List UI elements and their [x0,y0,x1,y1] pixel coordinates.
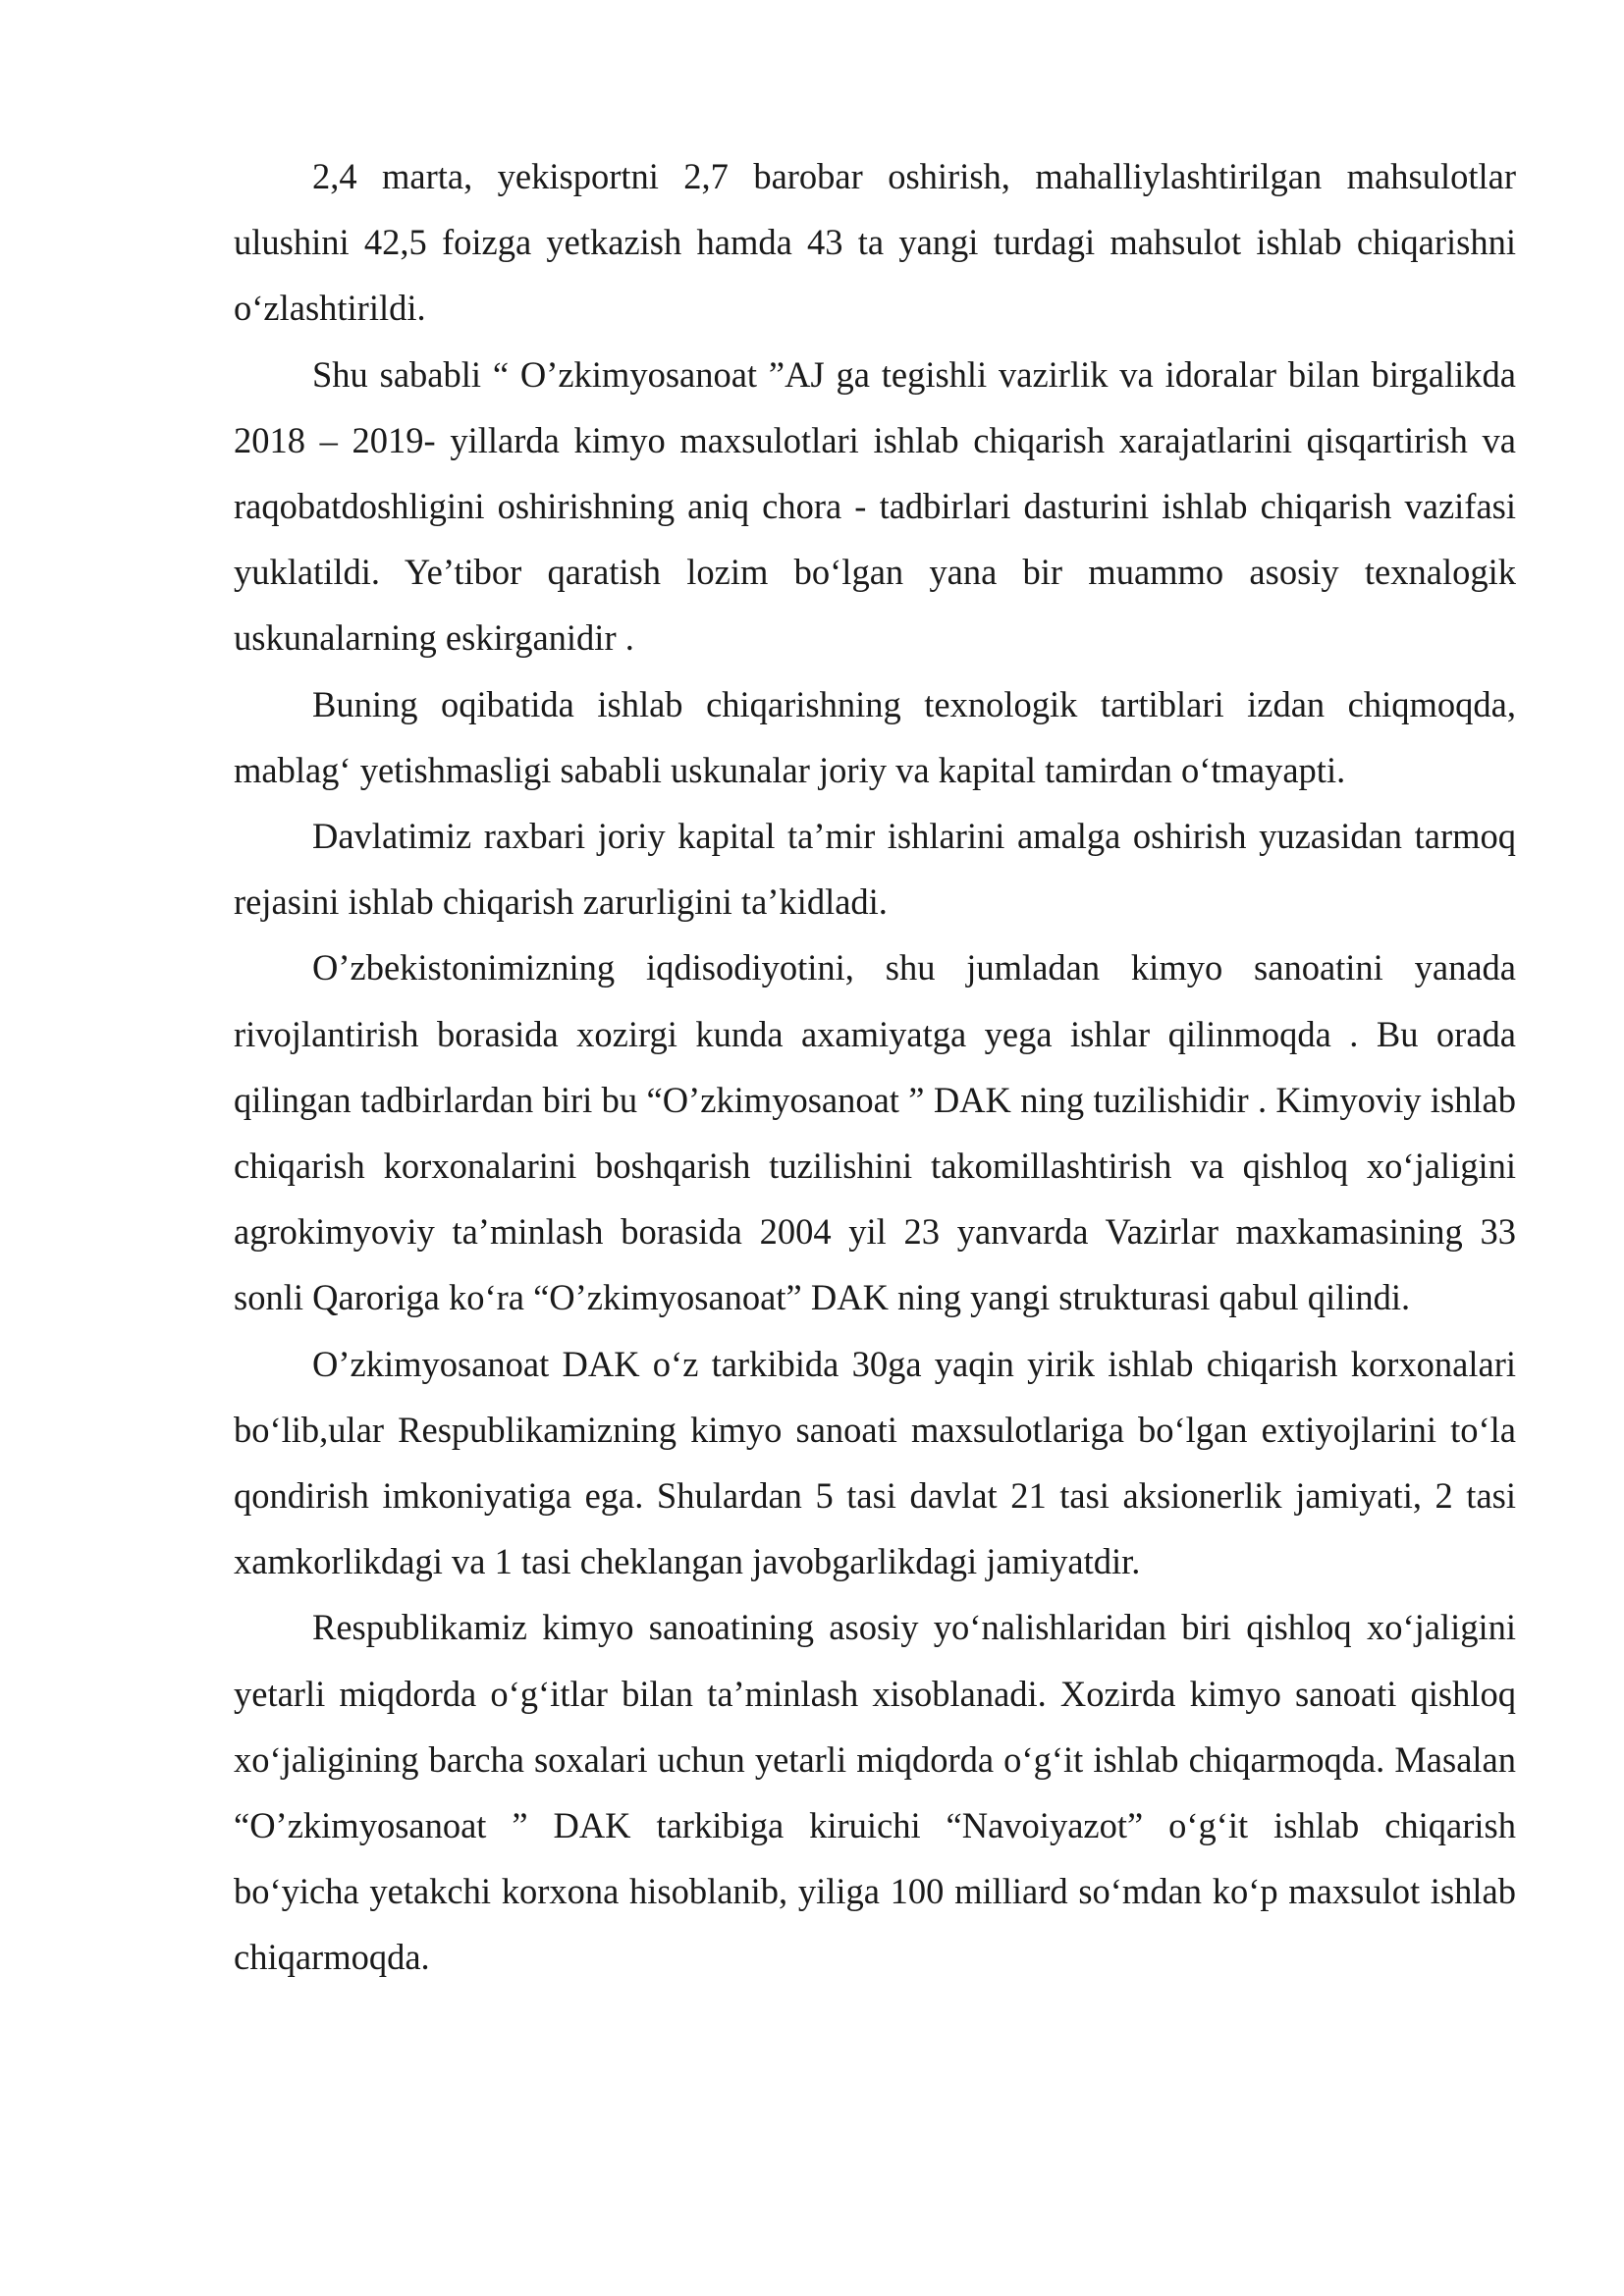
paragraph-4: Davlatimiz raxbari joriy kapital ta’mir ishlarini amalga oshirish yuzasidan tarmoq rejasini ishlab chiqarish zarurligini ta’kidladi. [234,816,1516,923]
paragraph-2: Shu sababli “ O’zkimyosanoat ”AJ ga tegishli vazirlik va idoralar bilan birgalikda 2018 – 2019- yillarda kimyo maxsulotlari ishlab chiqarish xarajatlarini qisqartirish va raqobatdoshligini oshirishning aniq chora - tadbirlari dasturini ishlab chiqarish vazifasi yuklatildi. Ye’tibor qaratish lozim bo‘lgan yana bir muammo asosiy texnalogik uskunalarning eskirganidir . [234,353,1516,659]
paragraph-3: Buning oqibatida ishlab chiqarishning texnologik tartiblari izdan chiqmoqda, mablag‘ yetishmasligi sababli uskunalar joriy va kapital tamirdan o‘tmayapti. [234,683,1516,790]
paragraph-1: 2,4 marta, yekisportni 2,7 barobar oshirish, mahalliylashtirilgan mahsulotlar ulushini 42,5 foizga yetkazish hamda 43 ta yangi turdagi mahsulot ishlab chiqarishni o‘zlashtirildi. [234,156,1516,329]
paragraph-5: O’zbekistonimizning iqdisodiyotini, shu jumladan kimyo sanoatini yanada rivojlantirish borasida xozirgi kunda axamiyatga yega ishlar qilinmoqda . Bu orada qilingan tadbirlardan biri bu “O’zkimyosanoat ” DAK ning tuzilishidir . Kimyoviy ishlab chiqarish korxonalarini boshqarish tuzilishini takomillashtirish va qishloq xo‘jaligini agrokimyoviy ta’minlash borasida 2004 yil 23 yanvarda Vazirlar maxkamasining 33 sonli Qaroriga ko‘ra “O’zkimyosanoat” DAK ning yangi strukturasi qabul qilindi. [234,947,1516,1318]
paragraph-7: Respublikamiz kimyo sanoatining asosiy yo‘nalishlaridan biri qishloq xo‘jaligini yetarli miqdorda o‘g‘itlar bilan ta’minlash xisoblanadi. Xozirda kimyo sanoati qishloq xo‘jaligining barcha soxalari uchun yetarli miqdorda o‘g‘it ishlab chiqarmoqda. Masalan “O’zkimyosanoat ” DAK tarkibiga kiruichi “Navoiyazot” o‘g‘it ishlab chiqarish bo‘yicha yetakchi korxona hisoblanib, yiliga 100 milliard so‘mdan ko‘p maxsulot ishlab chiqarmoqda. [234,1607,1516,1978]
document-body [234,143,1516,1991]
paragraph-6: O’zkimyosanoat DAK o‘z tarkibida 30ga yaqin yirik ishlab chiqarish korxonalari bo‘lib,ular Respublikamizning kimyo sanoati maxsulotlariga bo‘lgan extiyojlarini to‘la qondirish imkoniyatiga ega. Shulardan 5 tasi davlat 21 tasi aksionerlik jamiyati, 2 tasi xamkorlikdagi va 1 tasi cheklangan javobgarlikdagi jamiyatdir. [234,1343,1516,1582]
